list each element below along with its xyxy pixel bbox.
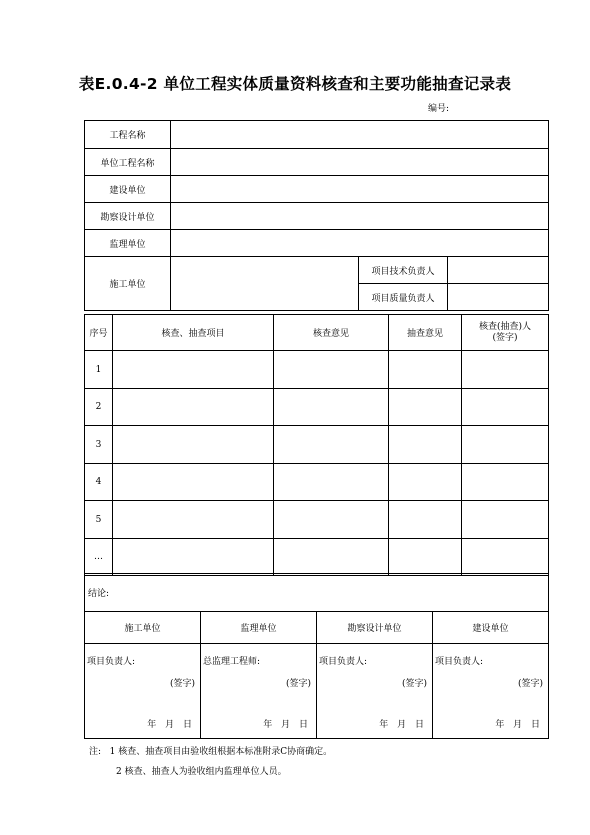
quality-lead-label: 项目质量负责人 bbox=[359, 284, 448, 311]
row-number: 5 bbox=[85, 501, 113, 539]
seq-header: 序号 bbox=[85, 315, 113, 351]
table-row bbox=[85, 426, 549, 464]
check-opinion-cell[interactable] bbox=[274, 389, 389, 426]
spot-opinion-cell[interactable] bbox=[389, 389, 462, 426]
signer-role: 项目负责人: bbox=[435, 657, 484, 667]
project-name-label: 工程名称 bbox=[85, 121, 171, 149]
check-opinion-cell[interactable] bbox=[274, 464, 389, 501]
item-cell[interactable] bbox=[113, 389, 274, 426]
sign-unit-builder: 施工单位 bbox=[85, 612, 201, 644]
check-opinion-cell[interactable] bbox=[274, 539, 389, 576]
note-2: 2 核查、抽查人为验收组内监理单位人员。 bbox=[116, 767, 287, 777]
builder-unit-field[interactable] bbox=[171, 257, 359, 311]
survey-design-unit-label: 勘察设计单位 bbox=[85, 203, 171, 230]
table-row bbox=[85, 539, 549, 576]
check-table bbox=[84, 314, 549, 576]
signer-cell[interactable] bbox=[462, 464, 549, 501]
signer-role: 项目负责人: bbox=[319, 657, 368, 667]
project-name-field[interactable] bbox=[171, 121, 549, 149]
sign-date: 年 月 日 bbox=[379, 720, 424, 730]
item-cell[interactable] bbox=[113, 539, 274, 576]
sign-date: 年 月 日 bbox=[147, 720, 192, 730]
row-number: … bbox=[85, 539, 113, 576]
form-code-label: 编号: bbox=[428, 104, 450, 114]
row-number: 1 bbox=[85, 351, 113, 389]
signature-table bbox=[84, 573, 549, 739]
sign-date: 年 月 日 bbox=[263, 720, 308, 730]
note-1 bbox=[89, 742, 332, 762]
signer-cell[interactable] bbox=[462, 351, 549, 389]
signer-header-line1: 核查(抽查)人 bbox=[478, 321, 532, 332]
sign-date: 年 月 日 bbox=[495, 720, 541, 730]
item-cell[interactable] bbox=[113, 426, 274, 464]
quality-lead-field[interactable] bbox=[448, 284, 549, 311]
unit-project-name-field[interactable] bbox=[171, 149, 549, 176]
signer-role: 项目负责人: bbox=[87, 657, 136, 667]
signer-cell[interactable] bbox=[462, 389, 549, 426]
tech-lead-field[interactable] bbox=[448, 257, 549, 284]
signature-mark: (签字) bbox=[169, 679, 195, 689]
info-table bbox=[84, 120, 549, 311]
check-opinion-header: 核查意见 bbox=[274, 315, 389, 351]
construction-signature-box[interactable] bbox=[433, 644, 549, 739]
spot-opinion-cell[interactable] bbox=[389, 539, 462, 576]
signer-cell[interactable] bbox=[462, 426, 549, 464]
sign-unit-supervision: 监理单位 bbox=[201, 612, 317, 644]
row-number: 2 bbox=[85, 389, 113, 426]
spot-opinion-header: 抽查意见 bbox=[389, 315, 462, 351]
table-row bbox=[85, 351, 549, 389]
signer-cell[interactable] bbox=[462, 501, 549, 539]
construction-unit-label: 建设单位 bbox=[85, 176, 171, 203]
signer-role: 总监理工程师: bbox=[203, 657, 261, 667]
check-opinion-cell[interactable] bbox=[274, 426, 389, 464]
construction-unit-field[interactable] bbox=[171, 176, 549, 203]
signature-mark: (签字) bbox=[285, 679, 311, 689]
supervision-signature-box[interactable] bbox=[201, 644, 317, 739]
sign-unit-survey-design: 勘察设计单位 bbox=[317, 612, 433, 644]
table-row bbox=[85, 464, 549, 501]
survey-design-unit-field[interactable] bbox=[171, 203, 549, 230]
signer-header-line2: (签字) bbox=[492, 332, 518, 343]
spot-opinion-cell[interactable] bbox=[389, 464, 462, 501]
conclusion-field[interactable] bbox=[85, 574, 549, 612]
table-row bbox=[85, 501, 549, 539]
supervision-unit-field[interactable] bbox=[171, 230, 549, 257]
table-row bbox=[85, 389, 549, 426]
spot-opinion-cell[interactable] bbox=[389, 426, 462, 464]
notes bbox=[89, 742, 332, 782]
item-cell[interactable] bbox=[113, 464, 274, 501]
sign-unit-construction: 建设单位 bbox=[433, 612, 549, 644]
check-opinion-cell[interactable] bbox=[274, 351, 389, 389]
item-cell[interactable] bbox=[113, 501, 274, 539]
row-number: 4 bbox=[85, 464, 113, 501]
signer-header bbox=[462, 315, 549, 351]
survey-design-signature-box[interactable] bbox=[317, 644, 433, 739]
form-title: 表E.0.4-2 单位工程实体质量资料核查和主要功能抽查记录表 bbox=[78, 75, 512, 93]
notes-label: 注: bbox=[89, 747, 102, 757]
signer-cell[interactable] bbox=[462, 539, 549, 576]
signature-mark: (签字) bbox=[518, 679, 544, 689]
check-opinion-cell[interactable] bbox=[274, 501, 389, 539]
builder-signature-box[interactable] bbox=[85, 644, 201, 739]
builder-unit-label: 施工单位 bbox=[85, 257, 171, 311]
items-header: 核查、抽查项目 bbox=[113, 315, 274, 351]
unit-project-name-label: 单位工程名称 bbox=[85, 149, 171, 176]
conclusion-label: 结论: bbox=[88, 589, 110, 599]
row-number: 3 bbox=[85, 426, 113, 464]
item-cell[interactable] bbox=[113, 351, 274, 389]
tech-lead-label: 项目技术负责人 bbox=[359, 257, 448, 284]
note-1-text: 1 核查、抽查项目由验收组根据本标准附录C协商确定。 bbox=[109, 747, 333, 757]
signature-mark: (签字) bbox=[401, 679, 427, 689]
spot-opinion-cell[interactable] bbox=[389, 351, 462, 389]
supervision-unit-label: 监理单位 bbox=[85, 230, 171, 257]
spot-opinion-cell[interactable] bbox=[389, 501, 462, 539]
